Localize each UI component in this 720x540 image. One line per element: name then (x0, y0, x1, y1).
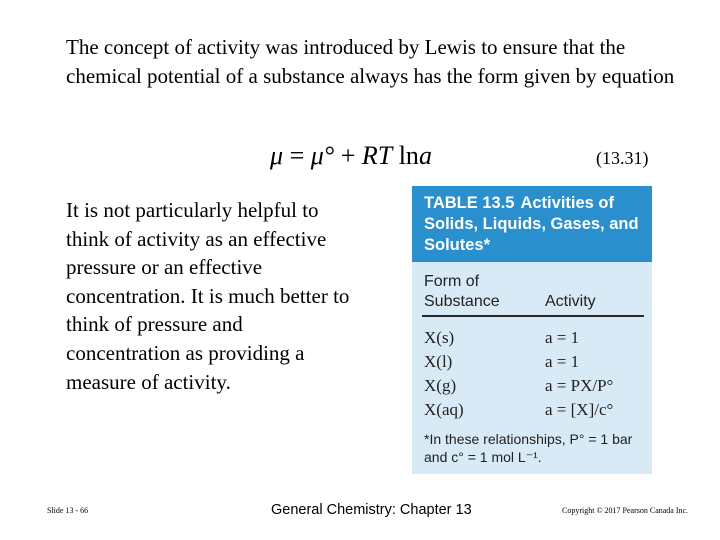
row-activity: a = PX/P° (545, 376, 614, 395)
row-activity: a = 1 (545, 352, 580, 371)
table-title-text: Activities of Solids, Liquids, Gases, and Solutes* (424, 194, 639, 254)
equation-equals: = (283, 141, 311, 170)
intro-paragraph: The concept of activity was introduced by Lewis to ensure that the chemical potential of a substance always has the form given by equation (66, 35, 675, 88)
row-substance: X(l) (424, 352, 453, 371)
body-paragraph: It is not particularly helpful to think of activity as an effective pressure or an effective concentration. It is much better to think of pressure and concentration as providing a measure of activity. (66, 198, 350, 394)
table-title (412, 186, 652, 262)
equation-activity: a (418, 141, 432, 170)
activities-table (412, 186, 652, 474)
row-activity: a = [X]/c° (545, 400, 614, 419)
equation-rt: RT (361, 141, 393, 170)
chemical-potential-equation (270, 140, 432, 172)
column-header-form: Form of Substance (424, 273, 500, 310)
equation-mu-standard: μ° (310, 141, 335, 170)
table-footnote: *In these relationships, P° = 1 bar and c° = 1 mol L⁻¹. (424, 431, 633, 465)
equation-mu: μ (270, 141, 284, 170)
table-row (412, 374, 652, 398)
row-substance: X(s) (424, 328, 455, 347)
equation-number: (13.31) (596, 148, 649, 168)
table-rows (412, 326, 652, 422)
table-row (412, 326, 652, 350)
course-title: General Chemistry: Chapter 13 (271, 502, 472, 518)
row-substance: X(aq) (424, 400, 464, 419)
column-header-activity: Activity (545, 293, 596, 310)
table-row (412, 350, 652, 374)
table-title-number: TABLE 13.5 (424, 194, 515, 212)
table-divider (422, 315, 644, 317)
row-activity: a = 1 (545, 328, 580, 347)
row-substance: X(g) (424, 376, 457, 395)
equation-plus: + (334, 141, 362, 170)
copyright-notice: Copyright © 2017 Pearson Canada Inc. (562, 506, 689, 515)
table-column-headers (412, 262, 652, 314)
equation-ln: ln (392, 141, 419, 170)
slide-number: Slide 13 - 66 (47, 506, 89, 515)
table-row (412, 398, 652, 422)
